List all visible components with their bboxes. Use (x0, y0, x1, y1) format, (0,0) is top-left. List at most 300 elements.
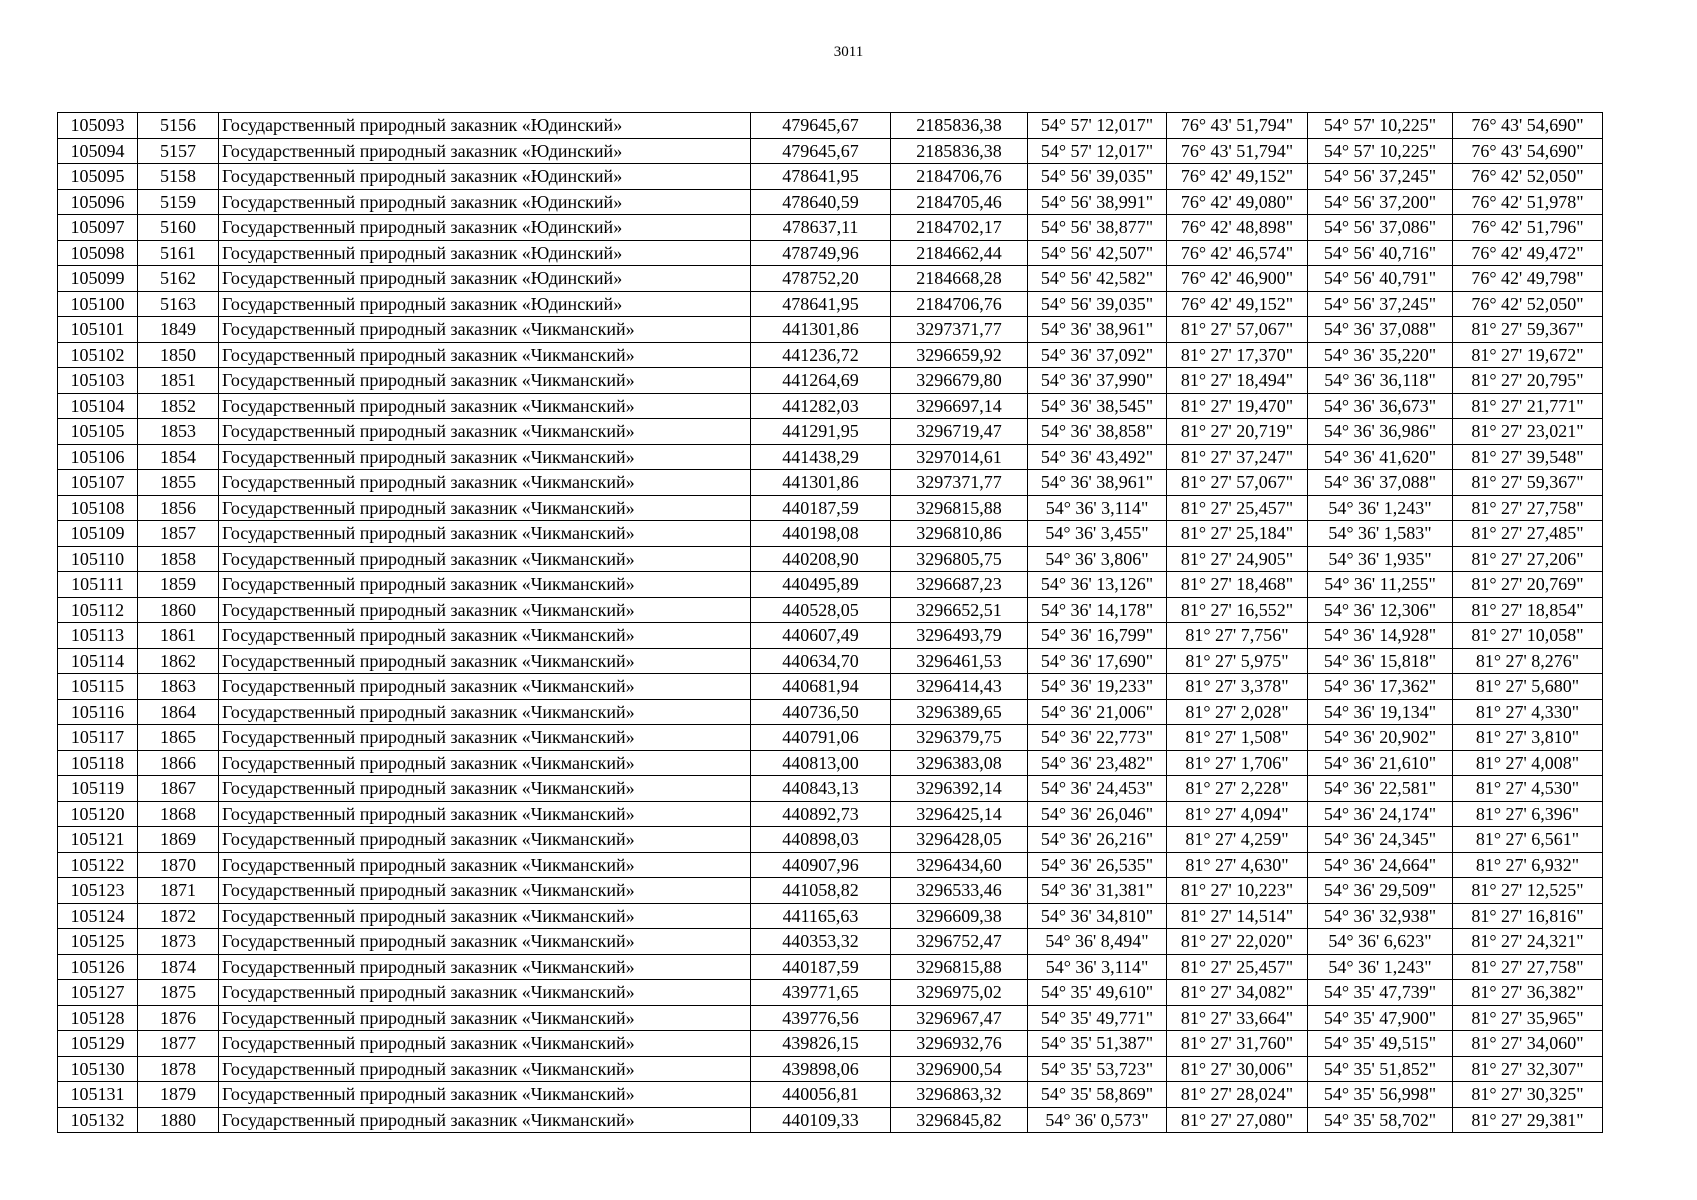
table-row (58, 827, 1603, 853)
latitude-2-cell: 54° 36' 29,509" (1308, 878, 1453, 904)
x-coord-cell: 478749,96 (751, 240, 891, 266)
row-id-cell: 105105 (58, 419, 138, 445)
longitude-1-cell: 81° 27' 25,184" (1167, 521, 1308, 547)
row-id-cell: 105132 (58, 1107, 138, 1133)
reserve-name-cell: Государственный природный заказник «Чикманский» (219, 674, 751, 700)
longitude-1-cell: 81° 27' 18,468" (1167, 572, 1308, 598)
x-coord-cell: 441264,69 (751, 368, 891, 394)
row-id-cell: 105099 (58, 266, 138, 292)
x-coord-cell: 440056,81 (751, 1082, 891, 1108)
latitude-1-cell: 54° 56' 42,582" (1028, 266, 1167, 292)
y-coord-cell: 2185836,38 (891, 113, 1028, 139)
table-row (58, 240, 1603, 266)
table-row (58, 419, 1603, 445)
latitude-1-cell: 54° 56' 38,991" (1028, 189, 1167, 215)
latitude-2-cell: 54° 36' 6,623" (1308, 929, 1453, 955)
longitude-1-cell: 81° 27' 1,508" (1167, 725, 1308, 751)
x-coord-cell: 440208,90 (751, 546, 891, 572)
latitude-1-cell: 54° 35' 49,610" (1028, 980, 1167, 1006)
reserve-name-cell: Государственный природный заказник «Юдинский» (219, 189, 751, 215)
reserve-name-cell: Государственный природный заказник «Чикманский» (219, 1107, 751, 1133)
latitude-1-cell: 54° 36' 37,092" (1028, 342, 1167, 368)
y-coord-cell: 3296719,47 (891, 419, 1028, 445)
x-coord-cell: 441301,86 (751, 470, 891, 496)
x-coord-cell: 479645,67 (751, 113, 891, 139)
latitude-2-cell: 54° 36' 24,345" (1308, 827, 1453, 853)
latitude-1-cell: 54° 36' 43,492" (1028, 444, 1167, 470)
longitude-1-cell: 81° 27' 3,378" (1167, 674, 1308, 700)
row-id-cell: 105115 (58, 674, 138, 700)
reserve-name-cell: Государственный природный заказник «Юдинский» (219, 240, 751, 266)
point-number-cell: 5161 (138, 240, 219, 266)
point-number-cell: 1873 (138, 929, 219, 955)
point-number-cell: 1866 (138, 750, 219, 776)
longitude-2-cell: 76° 42' 49,472" (1453, 240, 1603, 266)
reserve-name-cell: Государственный природный заказник «Чикманский» (219, 954, 751, 980)
row-id-cell: 105108 (58, 495, 138, 521)
longitude-1-cell: 81° 27' 14,514" (1167, 903, 1308, 929)
longitude-2-cell: 76° 42' 49,798" (1453, 266, 1603, 292)
point-number-cell: 5157 (138, 138, 219, 164)
latitude-2-cell: 54° 36' 15,818" (1308, 648, 1453, 674)
point-number-cell: 1861 (138, 623, 219, 649)
table-row (58, 138, 1603, 164)
row-id-cell: 105122 (58, 852, 138, 878)
longitude-1-cell: 81° 27' 4,630" (1167, 852, 1308, 878)
longitude-1-cell: 81° 27' 34,082" (1167, 980, 1308, 1006)
latitude-2-cell: 54° 36' 20,902" (1308, 725, 1453, 751)
row-id-cell: 105116 (58, 699, 138, 725)
row-id-cell: 105120 (58, 801, 138, 827)
latitude-2-cell: 54° 36' 24,664" (1308, 852, 1453, 878)
longitude-1-cell: 81° 27' 17,370" (1167, 342, 1308, 368)
reserve-name-cell: Государственный природный заказник «Чикманский» (219, 1056, 751, 1082)
x-coord-cell: 440109,33 (751, 1107, 891, 1133)
longitude-2-cell: 81° 27' 16,816" (1453, 903, 1603, 929)
row-id-cell: 105097 (58, 215, 138, 241)
y-coord-cell: 3296414,43 (891, 674, 1028, 700)
table-row (58, 368, 1603, 394)
latitude-1-cell: 54° 36' 0,573" (1028, 1107, 1167, 1133)
longitude-1-cell: 76° 42' 48,898" (1167, 215, 1308, 241)
latitude-1-cell: 54° 35' 49,771" (1028, 1005, 1167, 1031)
latitude-2-cell: 54° 35' 51,852" (1308, 1056, 1453, 1082)
x-coord-cell: 440198,08 (751, 521, 891, 547)
longitude-1-cell: 81° 27' 37,247" (1167, 444, 1308, 470)
row-id-cell: 105109 (58, 521, 138, 547)
x-coord-cell: 440495,89 (751, 572, 891, 598)
longitude-2-cell: 76° 42' 52,050" (1453, 164, 1603, 190)
latitude-2-cell: 54° 36' 36,673" (1308, 393, 1453, 419)
longitude-2-cell: 81° 27' 27,758" (1453, 954, 1603, 980)
longitude-1-cell: 81° 27' 33,664" (1167, 1005, 1308, 1031)
longitude-1-cell: 81° 27' 24,905" (1167, 546, 1308, 572)
y-coord-cell: 3296679,80 (891, 368, 1028, 394)
x-coord-cell: 441236,72 (751, 342, 891, 368)
y-coord-cell: 3296752,47 (891, 929, 1028, 955)
latitude-1-cell: 54° 56' 39,035" (1028, 291, 1167, 317)
row-id-cell: 105096 (58, 189, 138, 215)
point-number-cell: 1869 (138, 827, 219, 853)
reserve-name-cell: Государственный природный заказник «Чикманский» (219, 1031, 751, 1057)
point-number-cell: 1857 (138, 521, 219, 547)
row-id-cell: 105110 (58, 546, 138, 572)
reserve-name-cell: Государственный природный заказник «Чикманский» (219, 750, 751, 776)
point-number-cell: 5160 (138, 215, 219, 241)
point-number-cell: 1858 (138, 546, 219, 572)
longitude-2-cell: 76° 42' 51,796" (1453, 215, 1603, 241)
latitude-1-cell: 54° 36' 26,216" (1028, 827, 1167, 853)
longitude-1-cell: 81° 27' 19,470" (1167, 393, 1308, 419)
point-number-cell: 1860 (138, 597, 219, 623)
x-coord-cell: 441282,03 (751, 393, 891, 419)
table-row (58, 291, 1603, 317)
y-coord-cell: 3296815,88 (891, 954, 1028, 980)
x-coord-cell: 440187,59 (751, 954, 891, 980)
y-coord-cell: 3296434,60 (891, 852, 1028, 878)
row-id-cell: 105118 (58, 750, 138, 776)
y-coord-cell: 3296805,75 (891, 546, 1028, 572)
latitude-2-cell: 54° 36' 17,362" (1308, 674, 1453, 700)
x-coord-cell: 440681,94 (751, 674, 891, 700)
row-id-cell: 105100 (58, 291, 138, 317)
x-coord-cell: 439776,56 (751, 1005, 891, 1031)
latitude-1-cell: 54° 56' 39,035" (1028, 164, 1167, 190)
latitude-1-cell: 54° 36' 8,494" (1028, 929, 1167, 955)
y-coord-cell: 3296493,79 (891, 623, 1028, 649)
latitude-2-cell: 54° 36' 41,620" (1308, 444, 1453, 470)
row-id-cell: 105098 (58, 240, 138, 266)
latitude-2-cell: 54° 35' 56,998" (1308, 1082, 1453, 1108)
row-id-cell: 105129 (58, 1031, 138, 1057)
latitude-1-cell: 54° 36' 38,545" (1028, 393, 1167, 419)
table-row (58, 1107, 1603, 1133)
longitude-2-cell: 81° 27' 12,525" (1453, 878, 1603, 904)
latitude-2-cell: 54° 36' 21,610" (1308, 750, 1453, 776)
reserve-name-cell: Государственный природный заказник «Чикманский» (219, 980, 751, 1006)
point-number-cell: 1863 (138, 674, 219, 700)
latitude-2-cell: 54° 36' 32,938" (1308, 903, 1453, 929)
reserve-name-cell: Государственный природный заказник «Чикманский» (219, 470, 751, 496)
y-coord-cell: 3296845,82 (891, 1107, 1028, 1133)
x-coord-cell: 440736,50 (751, 699, 891, 725)
longitude-1-cell: 76° 43' 51,794" (1167, 113, 1308, 139)
latitude-1-cell: 54° 57' 12,017" (1028, 113, 1167, 139)
table-row (58, 623, 1603, 649)
longitude-1-cell: 76° 42' 46,574" (1167, 240, 1308, 266)
latitude-2-cell: 54° 36' 14,928" (1308, 623, 1453, 649)
latitude-1-cell: 54° 36' 22,773" (1028, 725, 1167, 751)
table-row (58, 699, 1603, 725)
latitude-2-cell: 54° 56' 37,245" (1308, 291, 1453, 317)
x-coord-cell: 439898,06 (751, 1056, 891, 1082)
y-coord-cell: 3296687,23 (891, 572, 1028, 598)
longitude-1-cell: 81° 27' 7,756" (1167, 623, 1308, 649)
longitude-2-cell: 81° 27' 24,321" (1453, 929, 1603, 955)
latitude-1-cell: 54° 36' 38,961" (1028, 317, 1167, 343)
point-number-cell: 1880 (138, 1107, 219, 1133)
x-coord-cell: 478752,20 (751, 266, 891, 292)
latitude-2-cell: 54° 36' 11,255" (1308, 572, 1453, 598)
latitude-2-cell: 54° 56' 40,716" (1308, 240, 1453, 266)
longitude-1-cell: 81° 27' 10,223" (1167, 878, 1308, 904)
row-id-cell: 105130 (58, 1056, 138, 1082)
longitude-1-cell: 81° 27' 20,719" (1167, 419, 1308, 445)
longitude-1-cell: 81° 27' 27,080" (1167, 1107, 1308, 1133)
table-row (58, 674, 1603, 700)
x-coord-cell: 440187,59 (751, 495, 891, 521)
reserve-name-cell: Государственный природный заказник «Чикманский» (219, 419, 751, 445)
longitude-1-cell: 81° 27' 4,259" (1167, 827, 1308, 853)
y-coord-cell: 2184662,44 (891, 240, 1028, 266)
longitude-2-cell: 81° 27' 59,367" (1453, 317, 1603, 343)
row-id-cell: 105124 (58, 903, 138, 929)
point-number-cell: 1879 (138, 1082, 219, 1108)
point-number-cell: 1874 (138, 954, 219, 980)
y-coord-cell: 3297371,77 (891, 470, 1028, 496)
point-number-cell: 1870 (138, 852, 219, 878)
row-id-cell: 105131 (58, 1082, 138, 1108)
y-coord-cell: 3297014,61 (891, 444, 1028, 470)
latitude-1-cell: 54° 56' 38,877" (1028, 215, 1167, 241)
latitude-2-cell: 54° 36' 37,088" (1308, 470, 1453, 496)
longitude-2-cell: 81° 27' 4,530" (1453, 776, 1603, 802)
longitude-2-cell: 81° 27' 21,771" (1453, 393, 1603, 419)
longitude-2-cell: 81° 27' 20,769" (1453, 572, 1603, 598)
point-number-cell: 1865 (138, 725, 219, 751)
longitude-2-cell: 81° 27' 27,758" (1453, 495, 1603, 521)
x-coord-cell: 441301,86 (751, 317, 891, 343)
coordinates-table (57, 112, 1603, 1133)
latitude-1-cell: 54° 36' 3,455" (1028, 521, 1167, 547)
table-row (58, 572, 1603, 598)
y-coord-cell: 3296900,54 (891, 1056, 1028, 1082)
point-number-cell: 1872 (138, 903, 219, 929)
latitude-2-cell: 54° 35' 58,702" (1308, 1107, 1453, 1133)
reserve-name-cell: Государственный природный заказник «Юдинский» (219, 164, 751, 190)
reserve-name-cell: Государственный природный заказник «Чикманский» (219, 827, 751, 853)
y-coord-cell: 3296810,86 (891, 521, 1028, 547)
longitude-2-cell: 81° 27' 29,381" (1453, 1107, 1603, 1133)
reserve-name-cell: Государственный природный заказник «Юдинский» (219, 138, 751, 164)
table-row (58, 546, 1603, 572)
table-row (58, 342, 1603, 368)
reserve-name-cell: Государственный природный заказник «Чикманский» (219, 1082, 751, 1108)
latitude-2-cell: 54° 36' 35,220" (1308, 342, 1453, 368)
point-number-cell: 1851 (138, 368, 219, 394)
y-coord-cell: 3296975,02 (891, 980, 1028, 1006)
reserve-name-cell: Государственный природный заказник «Чикманский» (219, 572, 751, 598)
latitude-1-cell: 54° 36' 17,690" (1028, 648, 1167, 674)
row-id-cell: 105095 (58, 164, 138, 190)
point-number-cell: 1856 (138, 495, 219, 521)
longitude-2-cell: 81° 27' 34,060" (1453, 1031, 1603, 1057)
reserve-name-cell: Государственный природный заказник «Чикманский» (219, 444, 751, 470)
point-number-cell: 1871 (138, 878, 219, 904)
point-number-cell: 1852 (138, 393, 219, 419)
latitude-1-cell: 54° 36' 26,535" (1028, 852, 1167, 878)
longitude-1-cell: 81° 27' 25,457" (1167, 495, 1308, 521)
x-coord-cell: 440791,06 (751, 725, 891, 751)
point-number-cell: 5156 (138, 113, 219, 139)
table-row (58, 750, 1603, 776)
y-coord-cell: 3296425,14 (891, 801, 1028, 827)
latitude-1-cell: 54° 57' 12,017" (1028, 138, 1167, 164)
latitude-2-cell: 54° 35' 47,739" (1308, 980, 1453, 1006)
table-row (58, 929, 1603, 955)
reserve-name-cell: Государственный природный заказник «Чикманский» (219, 623, 751, 649)
longitude-2-cell: 81° 27' 4,330" (1453, 699, 1603, 725)
longitude-2-cell: 81° 27' 35,965" (1453, 1005, 1603, 1031)
point-number-cell: 5162 (138, 266, 219, 292)
latitude-2-cell: 54° 36' 19,134" (1308, 699, 1453, 725)
table-row (58, 776, 1603, 802)
x-coord-cell: 479645,67 (751, 138, 891, 164)
latitude-2-cell: 54° 57' 10,225" (1308, 138, 1453, 164)
latitude-2-cell: 54° 56' 37,086" (1308, 215, 1453, 241)
latitude-2-cell: 54° 36' 36,986" (1308, 419, 1453, 445)
row-id-cell: 105117 (58, 725, 138, 751)
latitude-2-cell: 54° 36' 1,935" (1308, 546, 1453, 572)
table-row (58, 954, 1603, 980)
reserve-name-cell: Государственный природный заказник «Юдинский» (219, 113, 751, 139)
latitude-1-cell: 54° 36' 3,114" (1028, 954, 1167, 980)
longitude-2-cell: 81° 27' 27,206" (1453, 546, 1603, 572)
y-coord-cell: 3296428,05 (891, 827, 1028, 853)
longitude-2-cell: 81° 27' 6,561" (1453, 827, 1603, 853)
latitude-2-cell: 54° 56' 37,200" (1308, 189, 1453, 215)
x-coord-cell: 478641,95 (751, 291, 891, 317)
longitude-2-cell: 81° 27' 19,672" (1453, 342, 1603, 368)
reserve-name-cell: Государственный природный заказник «Чикманский» (219, 903, 751, 929)
longitude-1-cell: 81° 27' 2,028" (1167, 699, 1308, 725)
table-row (58, 317, 1603, 343)
longitude-2-cell: 76° 42' 52,050" (1453, 291, 1603, 317)
x-coord-cell: 478637,11 (751, 215, 891, 241)
latitude-1-cell: 54° 36' 37,990" (1028, 368, 1167, 394)
y-coord-cell: 3296967,47 (891, 1005, 1028, 1031)
longitude-2-cell: 81° 27' 10,058" (1453, 623, 1603, 649)
point-number-cell: 1853 (138, 419, 219, 445)
reserve-name-cell: Государственный природный заказник «Чикманский» (219, 393, 751, 419)
reserve-name-cell: Государственный природный заказник «Юдинский» (219, 215, 751, 241)
latitude-1-cell: 54° 36' 38,961" (1028, 470, 1167, 496)
longitude-1-cell: 81° 27' 57,067" (1167, 317, 1308, 343)
latitude-1-cell: 54° 36' 23,482" (1028, 750, 1167, 776)
x-coord-cell: 440898,03 (751, 827, 891, 853)
latitude-2-cell: 54° 36' 22,581" (1308, 776, 1453, 802)
reserve-name-cell: Государственный природный заказник «Чикманский» (219, 317, 751, 343)
table-body (58, 113, 1603, 1133)
latitude-1-cell: 54° 36' 31,381" (1028, 878, 1167, 904)
row-id-cell: 105128 (58, 1005, 138, 1031)
longitude-1-cell: 81° 27' 22,020" (1167, 929, 1308, 955)
latitude-1-cell: 54° 35' 51,387" (1028, 1031, 1167, 1057)
longitude-1-cell: 76° 42' 49,152" (1167, 291, 1308, 317)
table-row (58, 852, 1603, 878)
reserve-name-cell: Государственный природный заказник «Чикманский» (219, 495, 751, 521)
y-coord-cell: 3296461,53 (891, 648, 1028, 674)
latitude-2-cell: 54° 56' 37,245" (1308, 164, 1453, 190)
point-number-cell: 1859 (138, 572, 219, 598)
point-number-cell: 1877 (138, 1031, 219, 1057)
y-coord-cell: 3296389,65 (891, 699, 1028, 725)
latitude-1-cell: 54° 36' 3,114" (1028, 495, 1167, 521)
y-coord-cell: 3296392,14 (891, 776, 1028, 802)
row-id-cell: 105102 (58, 342, 138, 368)
table-row (58, 1082, 1603, 1108)
point-number-cell: 1868 (138, 801, 219, 827)
y-coord-cell: 3296609,38 (891, 903, 1028, 929)
longitude-2-cell: 81° 27' 27,485" (1453, 521, 1603, 547)
x-coord-cell: 478640,59 (751, 189, 891, 215)
longitude-1-cell: 81° 27' 57,067" (1167, 470, 1308, 496)
reserve-name-cell: Государственный природный заказник «Чикманский» (219, 801, 751, 827)
longitude-1-cell: 76° 42' 49,080" (1167, 189, 1308, 215)
latitude-2-cell: 54° 57' 10,225" (1308, 113, 1453, 139)
latitude-1-cell: 54° 36' 38,858" (1028, 419, 1167, 445)
reserve-name-cell: Государственный природный заказник «Чикманский» (219, 521, 751, 547)
reserve-name-cell: Государственный природный заказник «Чикманский» (219, 929, 751, 955)
y-coord-cell: 3296932,76 (891, 1031, 1028, 1057)
point-number-cell: 1864 (138, 699, 219, 725)
latitude-1-cell: 54° 36' 14,178" (1028, 597, 1167, 623)
table-row (58, 164, 1603, 190)
longitude-2-cell: 76° 43' 54,690" (1453, 138, 1603, 164)
longitude-1-cell: 81° 27' 28,024" (1167, 1082, 1308, 1108)
y-coord-cell: 2184706,76 (891, 164, 1028, 190)
row-id-cell: 105111 (58, 572, 138, 598)
reserve-name-cell: Государственный природный заказник «Чикманский» (219, 546, 751, 572)
row-id-cell: 105093 (58, 113, 138, 139)
x-coord-cell: 441438,29 (751, 444, 891, 470)
latitude-1-cell: 54° 36' 24,453" (1028, 776, 1167, 802)
table-row (58, 597, 1603, 623)
row-id-cell: 105112 (58, 597, 138, 623)
longitude-1-cell: 81° 27' 1,706" (1167, 750, 1308, 776)
latitude-1-cell: 54° 36' 3,806" (1028, 546, 1167, 572)
latitude-1-cell: 54° 35' 58,869" (1028, 1082, 1167, 1108)
table-row (58, 903, 1603, 929)
longitude-2-cell: 81° 27' 20,795" (1453, 368, 1603, 394)
y-coord-cell: 3296652,51 (891, 597, 1028, 623)
latitude-2-cell: 54° 36' 1,583" (1308, 521, 1453, 547)
table-row (58, 1005, 1603, 1031)
y-coord-cell: 3296533,46 (891, 878, 1028, 904)
point-number-cell: 1849 (138, 317, 219, 343)
longitude-2-cell: 76° 42' 51,978" (1453, 189, 1603, 215)
table-row (58, 801, 1603, 827)
latitude-1-cell: 54° 36' 21,006" (1028, 699, 1167, 725)
reserve-name-cell: Государственный природный заказник «Чикманский» (219, 648, 751, 674)
reserve-name-cell: Государственный природный заказник «Чикманский» (219, 1005, 751, 1031)
y-coord-cell: 3296863,32 (891, 1082, 1028, 1108)
latitude-1-cell: 54° 36' 16,799" (1028, 623, 1167, 649)
longitude-2-cell: 81° 27' 8,276" (1453, 648, 1603, 674)
longitude-2-cell: 81° 27' 18,854" (1453, 597, 1603, 623)
longitude-2-cell: 81° 27' 30,325" (1453, 1082, 1603, 1108)
latitude-2-cell: 54° 36' 1,243" (1308, 954, 1453, 980)
longitude-1-cell: 81° 27' 25,457" (1167, 954, 1308, 980)
latitude-2-cell: 54° 36' 37,088" (1308, 317, 1453, 343)
reserve-name-cell: Государственный природный заказник «Чикманский» (219, 878, 751, 904)
y-coord-cell: 2184705,46 (891, 189, 1028, 215)
reserve-name-cell: Государственный природный заказник «Юдинский» (219, 291, 751, 317)
table-row (58, 189, 1603, 215)
table-row (58, 1031, 1603, 1057)
table-row (58, 215, 1603, 241)
longitude-1-cell: 81° 27' 16,552" (1167, 597, 1308, 623)
